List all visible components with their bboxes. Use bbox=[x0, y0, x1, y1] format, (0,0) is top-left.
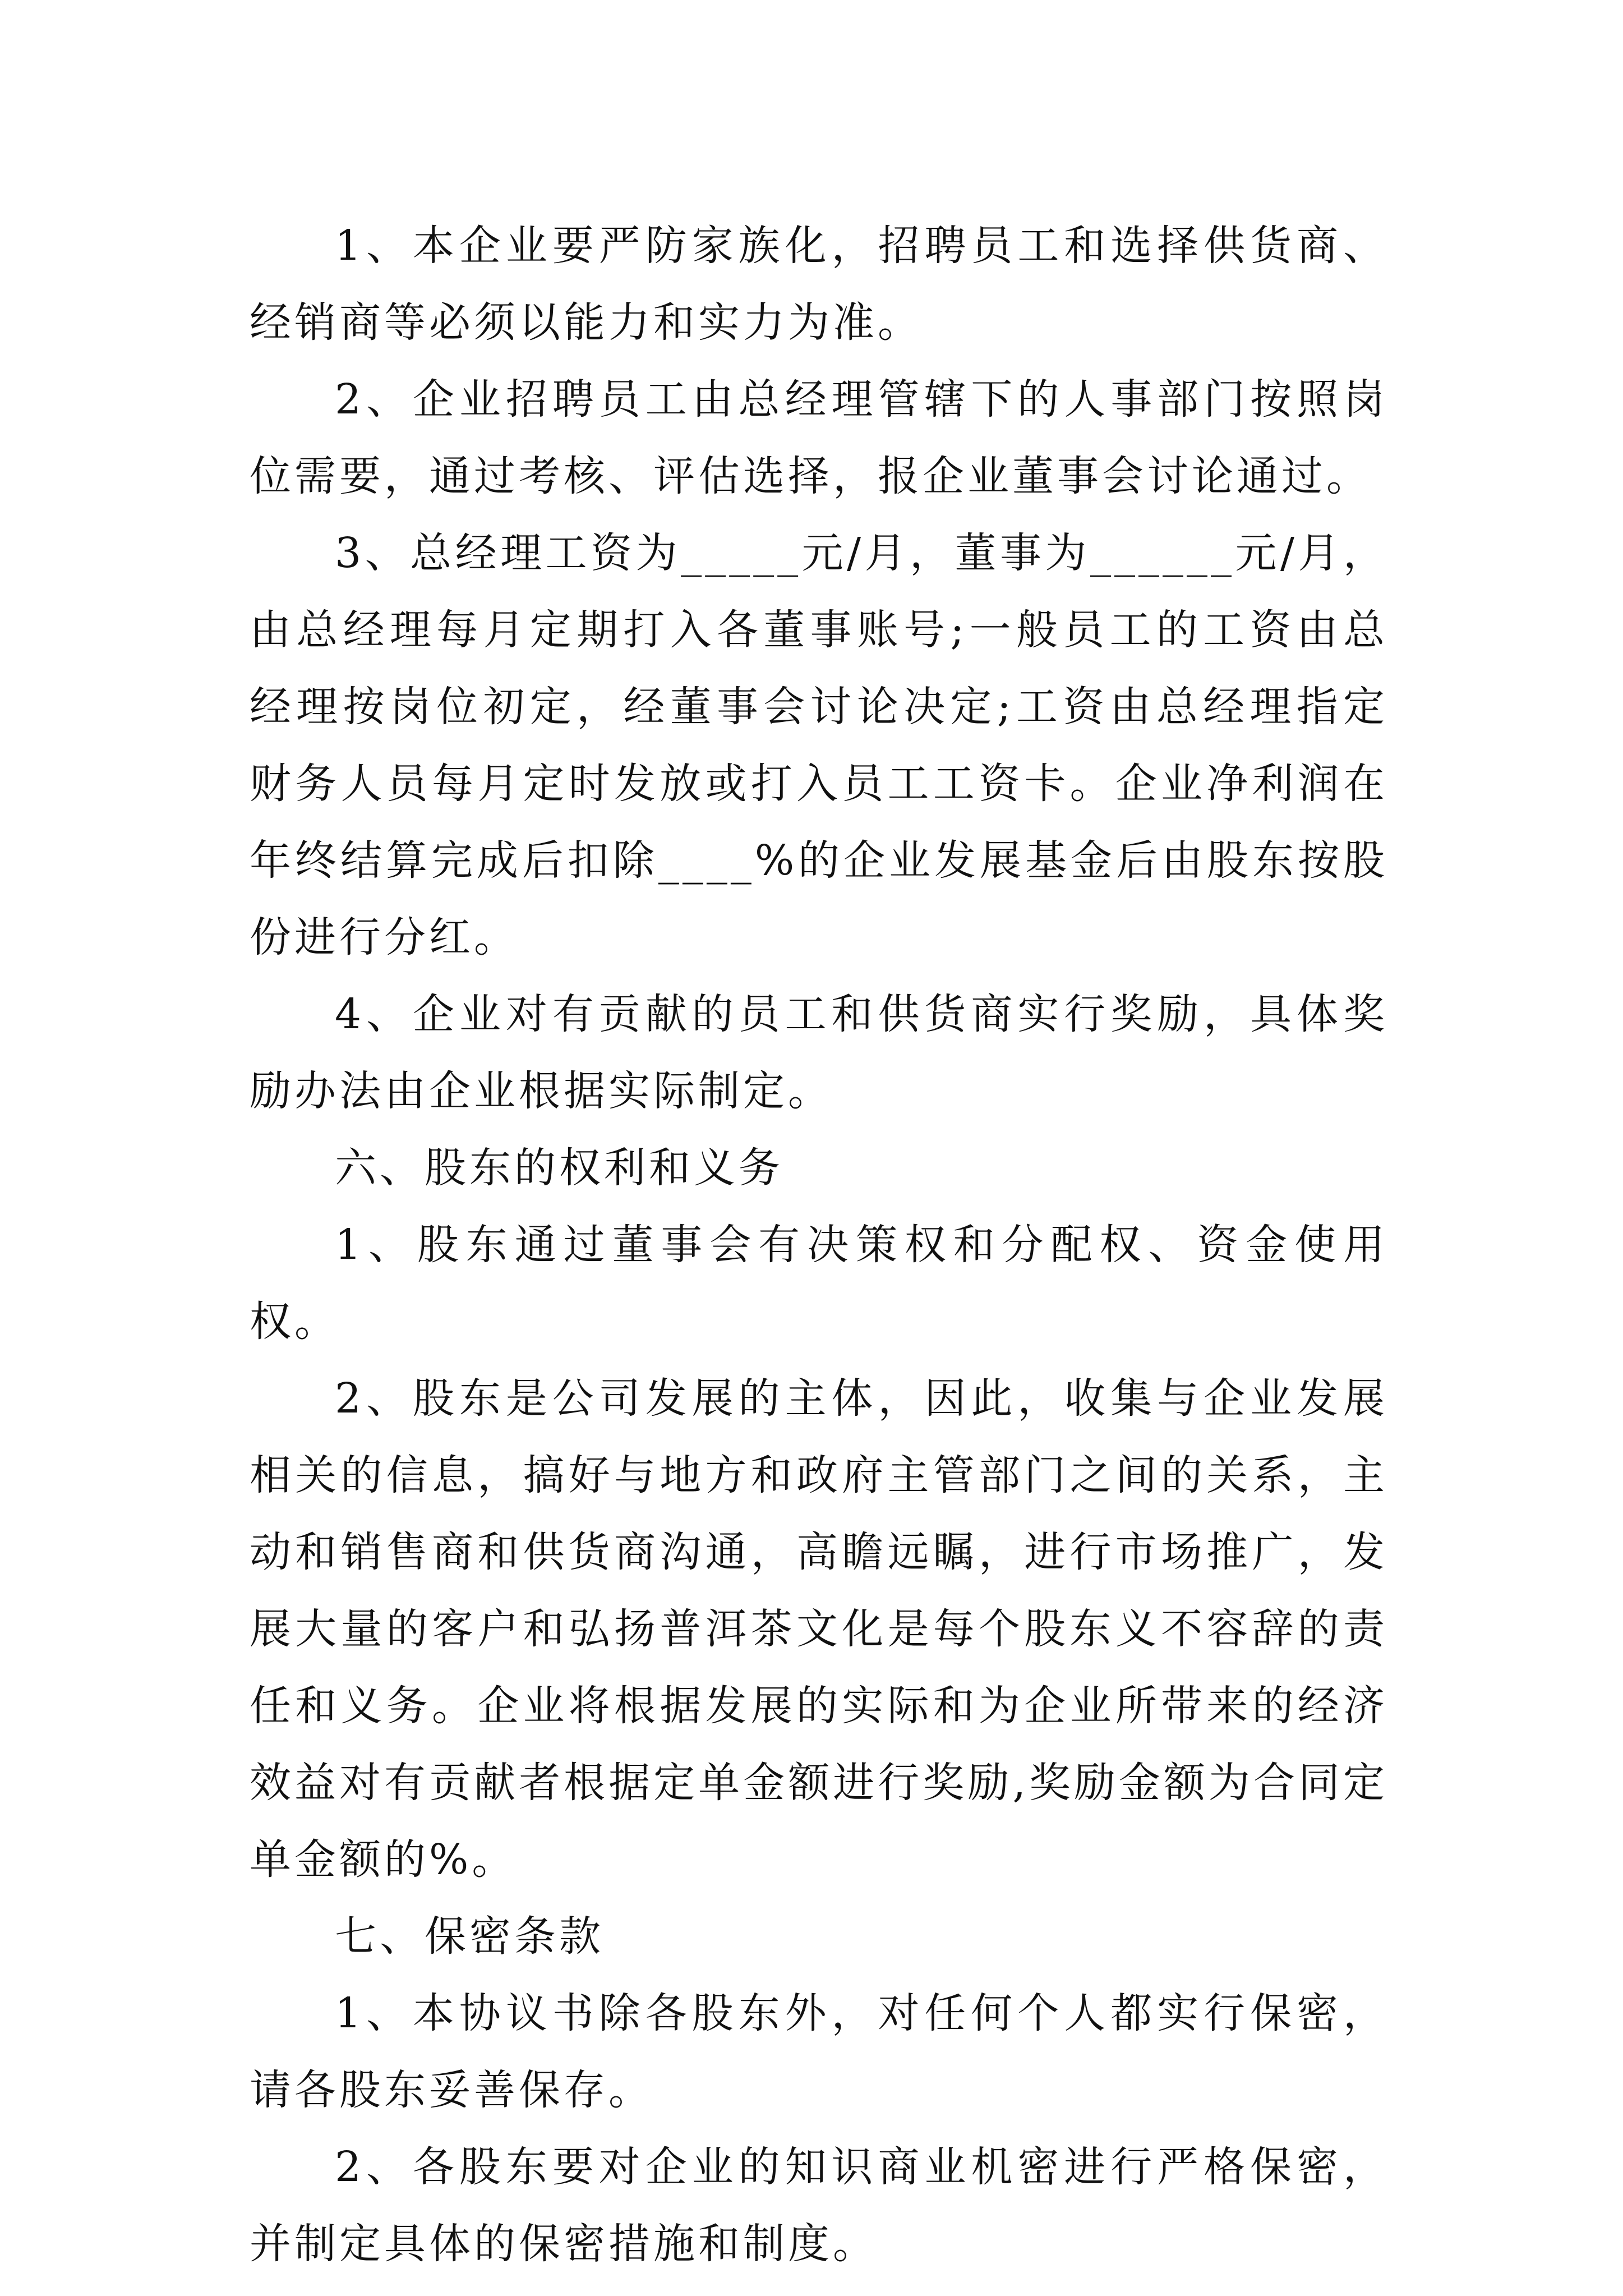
section-heading-confidentiality: 七、保密条款 bbox=[335, 1912, 604, 1961]
paragraph-decision-rights: 1、股东通过董事会有决策权和分配权、资金使用权。 bbox=[250, 1221, 1388, 1346]
paragraph-salary-and-dividends: 3、总经理工资为_____元/月，董事为______元/月，由总经理每月定期打入各董事账号;一般员工的工资由总经理按岗位初定，经董事会讨论决定;工资由总经理指定财务人员每月定时发放或打入员工工资卡。企业净利润在年终结算完成后扣除____%的企业发展基金后由股东按股份进行分红。 bbox=[250, 529, 1388, 961]
paragraph-agreement-confidentiality: 1、本协议书除各股东外，对任何个人都实行保密，请各股东妥善保存。 bbox=[250, 1989, 1388, 2114]
section-heading-shareholder-rights: 六、股东的权利和义务 bbox=[335, 1144, 783, 1192]
paragraph-hiring-principle: 1、本企业要严防家族化，招聘员工和选择供货商、经销商等必须以能力和实力为准。 bbox=[250, 222, 1388, 347]
document-body bbox=[250, 208, 1388, 2283]
paragraph-shareholder-duties: 2、股东是公司发展的主体，因此，收集与企业发展相关的信息，搞好与地方和政府主管部门之间的关系，主动和销售商和供货商沟通，高瞻远瞩，进行市场推广，发展大量的客户和弘扬普洱茶文化是每个股东义不容辞的责任和义务。企业将根据发展的实际和为企业所带来的经济效益对有贡献者根据定单金额进行奖励,奖励金额为合同定单金额的%。 bbox=[250, 1374, 1388, 1884]
paragraph-rewards: 4、企业对有贡献的员工和供货商实行奖励，具体奖励办法由企业根据实际制定。 bbox=[250, 990, 1388, 1115]
paragraph-recruitment-process: 2、企业招聘员工由总经理管辖下的人事部门按照岗位需要，通过考核、评估选择，报企业董事会讨论通过。 bbox=[250, 375, 1388, 500]
paragraph-trade-secrets: 2、各股东要对企业的知识商业机密进行严格保密，并制定具体的保密措施和制度。 bbox=[250, 2143, 1388, 2268]
